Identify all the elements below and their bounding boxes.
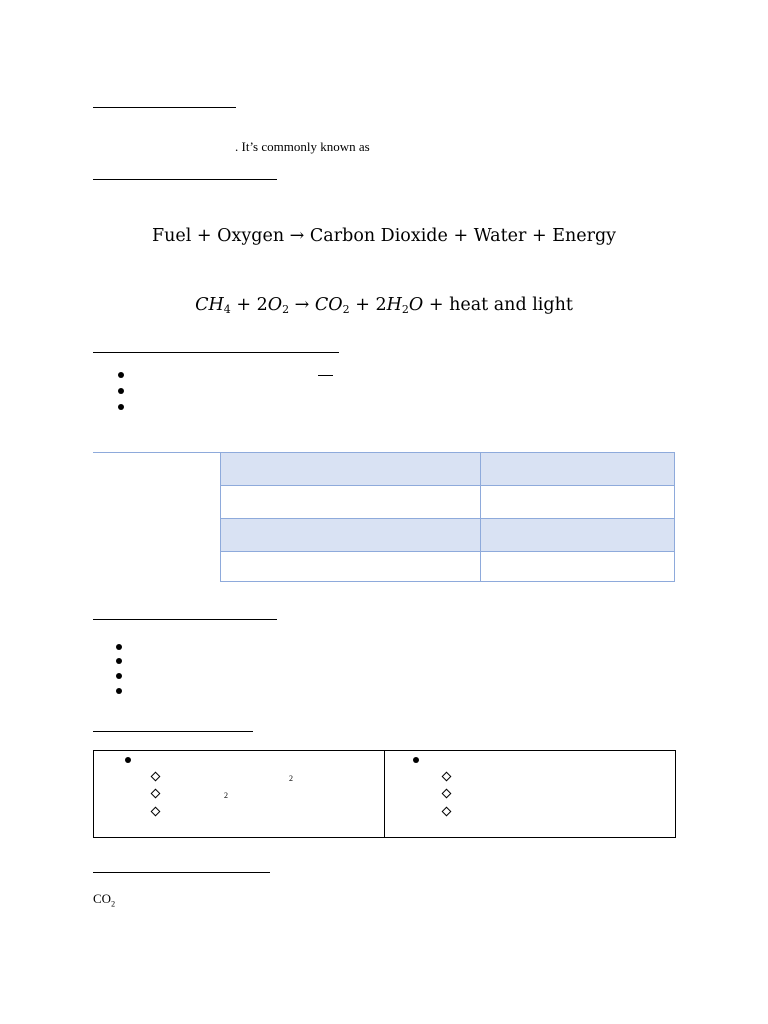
column-divider [384,751,385,837]
oxygen-symbol: O [267,295,283,315]
table-left-rule [93,452,220,453]
heading-rule-4 [93,619,277,620]
sub-bullet-diamond [442,807,452,817]
heading-rule-1 [93,107,236,108]
underline-mark [318,375,333,376]
carbon-dioxide-subscript: 2 [342,303,350,316]
intro-text: . It’s commonly known as [235,139,370,154]
co2-text [93,891,115,912]
sub-bullet-diamond [151,807,161,817]
plus-sign: + [236,295,251,315]
list-bullet [116,658,122,664]
arrow: → [289,226,305,246]
term-water: Water [473,226,527,246]
data-table [220,452,675,582]
plus-sign: + [428,295,444,315]
list-bullet [118,404,124,410]
table-cell [481,486,675,519]
sub-bullet-diamond [151,789,161,799]
hydrogen-symbol: H [386,295,402,315]
water-coefficient: 2 [375,295,387,315]
co-symbol: CO [93,891,112,906]
table-cell [481,519,675,552]
list-bullet [125,757,131,763]
co2-subscript: 2 [111,899,116,909]
list-bullet [116,673,122,679]
sub-bullet-diamond [442,772,452,782]
methane-subscript: 4 [223,303,231,316]
heading-rule-5 [93,731,253,732]
term-carbon-dioxide: Carbon Dioxide [309,226,448,246]
arrow: → [294,295,310,315]
table-cell [481,552,675,582]
table-cell [221,486,481,519]
list-bullet [116,688,122,694]
heading-rule-3 [93,352,339,353]
table-cell [221,552,481,582]
term-energy: Energy [552,226,617,246]
term-fuel: Fuel [151,226,192,246]
table-row [221,453,675,486]
table-row [221,552,675,582]
oxygen-subscript: 2 [282,303,290,316]
table-cell [221,453,481,486]
list-bullet [413,757,419,763]
table-cell [221,519,481,552]
plus-sign: + [196,226,212,246]
chemical-equation [0,295,768,315]
heading-rule-6 [93,872,270,873]
list-bullet [116,644,122,650]
methane-symbol: CH [195,295,224,315]
plus-sign: + [355,295,370,315]
list-bullet [118,372,124,378]
table-cell [481,453,675,486]
comparison-box [93,750,676,838]
list-bullet [118,388,124,394]
carbon-dioxide-symbol: CO [314,295,343,315]
heat-and-light: heat and light [449,295,573,315]
left-subscript-a: 2 [289,774,293,783]
sub-bullet-diamond [442,789,452,799]
hydrogen-subscript: 2 [401,303,409,316]
water-oxygen-symbol: O [408,295,424,315]
term-oxygen: Oxygen [217,226,285,246]
plus-sign: + [453,226,469,246]
plus-sign: + [531,226,547,246]
word-equation [0,226,768,246]
table-row [221,519,675,552]
heading-rule-2 [93,179,277,180]
sub-bullet-diamond [151,772,161,782]
oxygen-coefficient: 2 [256,295,268,315]
left-subscript-b: 2 [224,791,228,800]
table-row [221,486,675,519]
